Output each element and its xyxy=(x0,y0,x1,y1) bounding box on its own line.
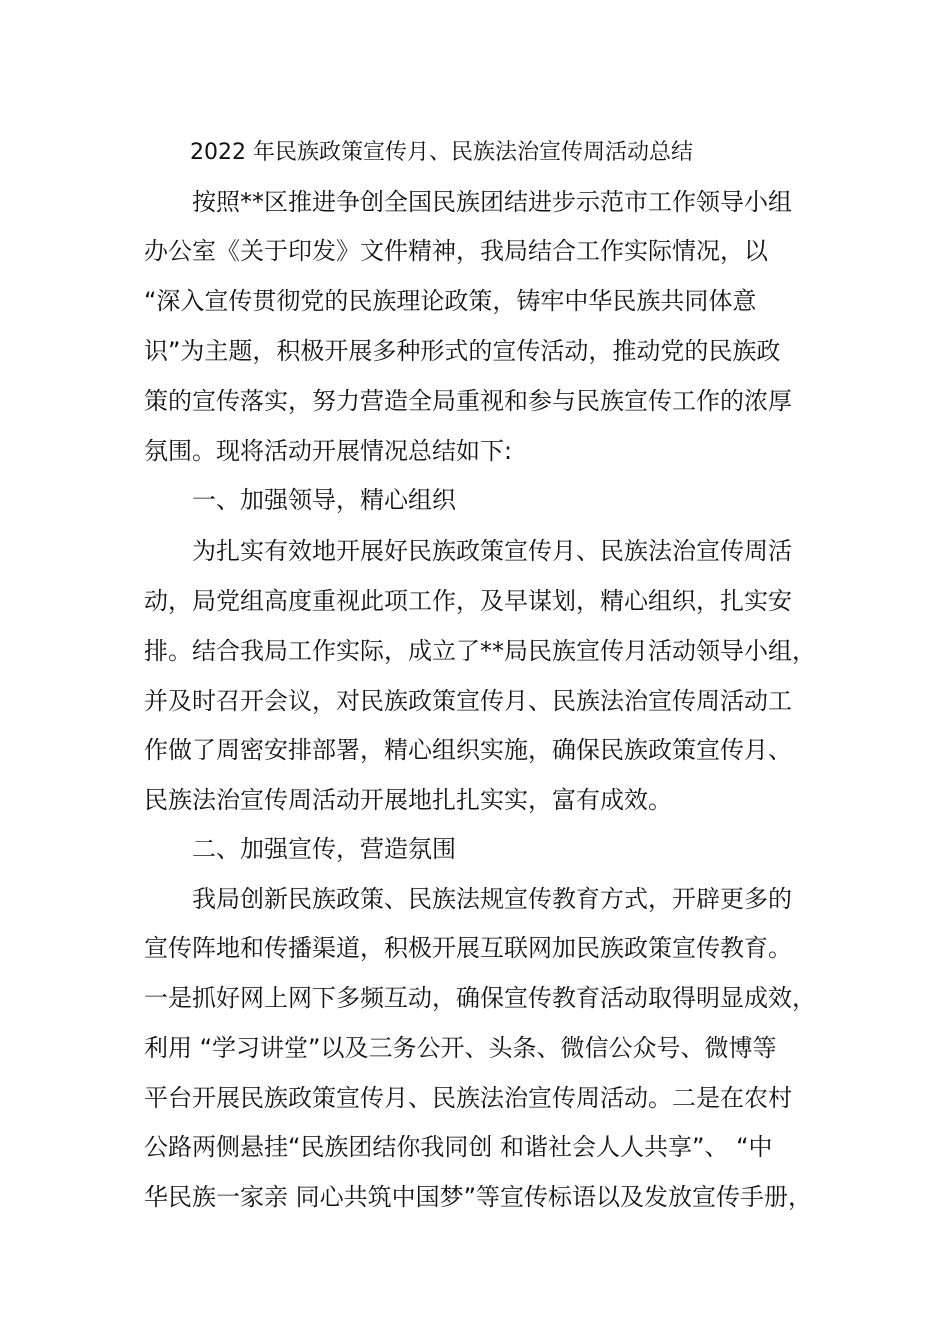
text-line: 策的宣传落实，努力营造全局重视和参与民族宣传工作的浓厚 xyxy=(144,387,792,415)
text-line: 氛围。现将活动开展情况总结如下: xyxy=(144,437,513,465)
section-heading: 二、加强宣传，营造氛围 xyxy=(192,835,456,863)
text-line: 公路两侧悬挂“民族团结你我同创 和谐社会人人共享”、 “中 xyxy=(144,1133,773,1161)
text-line: 平台开展民族政策宣传月、民族法治宣传周活动。二是在农村 xyxy=(144,1084,792,1112)
text-line: 一是抓好网上网下多频互动，确保宣传教育活动取得明显成效， xyxy=(144,984,816,1012)
text-line: 作做了周密安排部署，精心组织实施，确保民族政策宣传月、 xyxy=(144,736,792,764)
text-line: 并及时召开会议，对民族政策宣传月、民族法治宣传周活动工 xyxy=(144,687,792,715)
text-line: 识”为主题，积极开展多种形式的宣传活动，推动党的民族政 xyxy=(144,337,781,365)
text-line: 民族法治宣传周活动开展地扎扎实实，富有成效。 xyxy=(144,786,672,814)
text-line: 办公室《关于印发》文件精神，我局结合工作实际情况，以 xyxy=(144,237,768,265)
text-line: 利用 “学习讲堂”以及三务公开、头条、微信公众号、微博等 xyxy=(144,1034,777,1062)
text-line: 按照**区推进争创全国民族团结进步示范市工作领导小组 xyxy=(192,188,792,216)
text-line: 我局创新民族政策、民族法规宣传教育方式，开辟更多的 xyxy=(192,885,792,913)
text-line: 华民族一家亲 同心共筑中国梦”等宣传标语以及发放宣传手册， xyxy=(144,1183,813,1211)
section-heading: 一、加强领导，精心组织 xyxy=(192,486,456,514)
text-line: 排。结合我局工作实际，成立了**局民族宣传月活动领导小组， xyxy=(144,637,816,665)
text-line: “深入宣传贯彻党的民族理论政策，铸牢中华民族共同体意 xyxy=(144,287,757,315)
text-line: 为扎实有效地开展好民族政策宣传月、民族法治宣传周活 xyxy=(192,537,792,565)
document-title: 2022 年民族政策宣传月、民族法治宣传周活动总结 xyxy=(190,140,693,165)
text-line: 动，局党组高度重视此项工作，及早谋划，精心组织，扎实安 xyxy=(144,587,792,615)
text-line: 宣传阵地和传播渠道，积极开展互联网加民族政策宣传教育。 xyxy=(144,934,792,962)
